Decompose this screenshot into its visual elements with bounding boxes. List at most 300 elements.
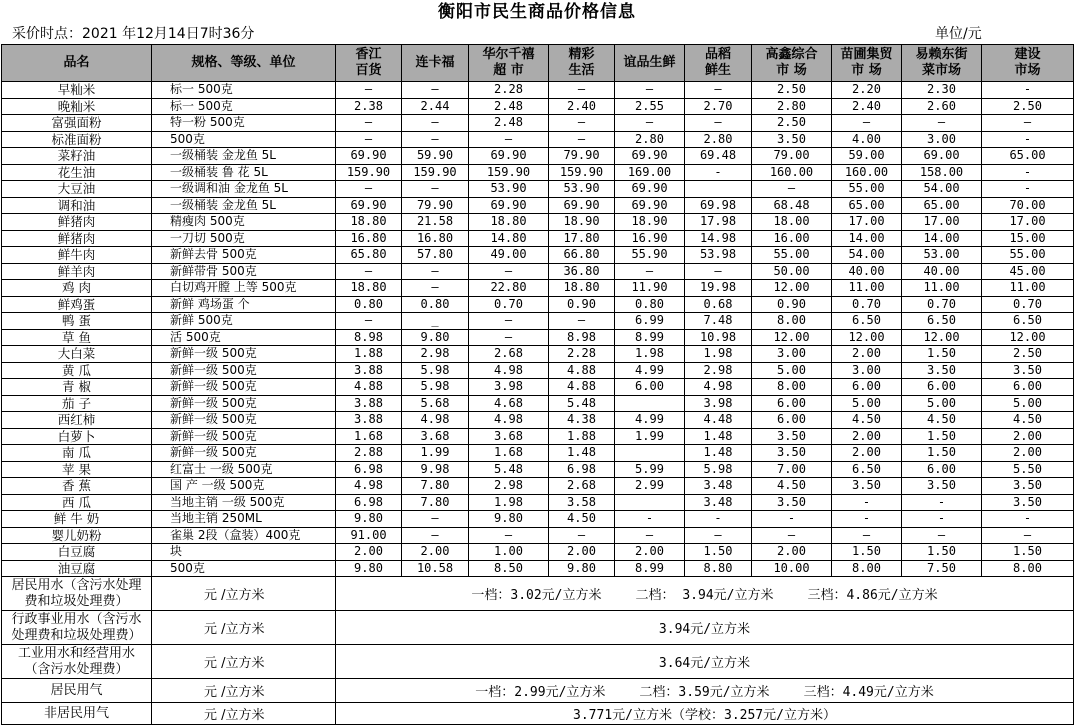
utility-price-tier: 3.771元/立方米（学校：3.257元/立方米） [573, 708, 836, 723]
column-header [685, 45, 752, 82]
product-name: 香 蕉 [2, 478, 152, 495]
price-cell: 0.90 [752, 296, 832, 313]
sheet-title: 衡阳市民生商品价格信息 [438, 2, 636, 22]
table-row [2, 280, 1074, 297]
price-cell: 1.50 [902, 346, 982, 363]
price-cell: 1.50 [982, 544, 1074, 561]
price-cell: 0.68 [685, 296, 752, 313]
price-cell: 2.80 [615, 131, 685, 148]
price-cell: 7.80 [402, 494, 469, 511]
utility-name [2, 611, 152, 645]
table-row [2, 445, 1074, 462]
price-cell: — [469, 131, 549, 148]
column-header [549, 45, 615, 82]
utility-price-tier: 3.94元/立方米 [658, 622, 751, 637]
price-cell: — [336, 313, 402, 330]
price-cell: 79.00 [752, 148, 832, 165]
price-cell [615, 494, 685, 511]
price-cell: — [549, 527, 615, 544]
price-cell: 6.50 [982, 313, 1074, 330]
price-cell: 16.90 [615, 230, 685, 247]
price-cell: 3.48 [685, 494, 752, 511]
product-name: 婴儿奶粉 [2, 527, 152, 544]
price-cell: 8.50 [469, 560, 549, 577]
price-cell: 6.00 [752, 395, 832, 412]
product-name: 标准面粉 [2, 131, 152, 148]
price-cell: 2.00 [549, 544, 615, 561]
product-spec: 新鲜一级 500克 [152, 395, 336, 412]
price-cell: 1.99 [615, 428, 685, 445]
price-cell: 8.98 [336, 329, 402, 346]
product-name: 鸭 蛋 [2, 313, 152, 330]
price-cell: 3.50 [982, 362, 1074, 379]
price-cell: 2.88 [336, 445, 402, 462]
price-cell: 2.00 [615, 544, 685, 561]
price-cell: 1.68 [336, 428, 402, 445]
price-cell: 4.48 [685, 412, 752, 429]
product-name: 鸡 肉 [2, 280, 152, 297]
price-cell: - [685, 164, 752, 181]
price-cell: 2.68 [469, 346, 549, 363]
price-cell: 3.98 [469, 379, 549, 396]
price-cell: — [336, 181, 402, 198]
column-header-label: 规格、等级、单位 [191, 55, 296, 70]
table-row [2, 98, 1074, 115]
utility-name-line: 处理费和垃圾处理费） [11, 627, 142, 643]
price-cell: 158.00 [902, 164, 982, 181]
table-row [2, 148, 1074, 165]
price-cell: 18.80 [469, 214, 549, 231]
table-row [2, 296, 1074, 313]
price-cell: 4.50 [549, 511, 615, 528]
price-cell: 3.88 [336, 395, 402, 412]
price-cell: 6.50 [832, 313, 902, 330]
price-cell: 5.00 [752, 362, 832, 379]
price-cell: 4.88 [336, 379, 402, 396]
price-cell: 3.48 [685, 478, 752, 495]
price-cell: 6.00 [902, 461, 982, 478]
price-cell: 2.99 [615, 478, 685, 495]
price-cell: 2.40 [832, 98, 902, 115]
column-header-label: 生活 [568, 63, 595, 78]
price-cell: 69.90 [336, 197, 402, 214]
price-cell: 7.00 [752, 461, 832, 478]
price-cell: — [402, 527, 469, 544]
product-name: 花生油 [2, 164, 152, 181]
price-cell: — [469, 263, 549, 280]
price-cell: — [402, 511, 469, 528]
price-cell: - [615, 511, 685, 528]
utility-name-line: 费和垃圾处理费） [24, 593, 129, 609]
price-cell: 159.90 [549, 164, 615, 181]
price-cell: 68.48 [752, 197, 832, 214]
product-spec: 精瘦肉 500克 [152, 214, 336, 231]
product-name: 黄 瓜 [2, 362, 152, 379]
utility-name [2, 703, 152, 725]
price-cell: 6.00 [615, 379, 685, 396]
price-cell: — [402, 263, 469, 280]
price-cell: 57.80 [402, 247, 469, 264]
column-header [469, 45, 549, 82]
price-cell: 69.90 [469, 148, 549, 165]
product-name: 白豆腐 [2, 544, 152, 561]
price-cell: — [615, 527, 685, 544]
price-cell: 10.00 [752, 560, 832, 577]
table-row [2, 214, 1074, 231]
price-cell: 65.00 [832, 197, 902, 214]
price-cell: 69.00 [902, 148, 982, 165]
column-header-label: 易赖东街 [915, 47, 968, 62]
price-cell: 54.00 [832, 247, 902, 264]
price-cell: 1.48 [549, 445, 615, 462]
price-cell: 18.80 [336, 214, 402, 231]
price-cell: 2.00 [336, 544, 402, 561]
price-cell: 65.80 [336, 247, 402, 264]
utility-unit: 元 /立方米 [152, 679, 336, 703]
column-header-label: 香江 [355, 47, 382, 62]
table-row [2, 395, 1074, 412]
column-header-label: 品名 [63, 55, 90, 70]
utility-row [2, 679, 1074, 703]
column-header [902, 45, 982, 82]
price-cell: 1.99 [402, 445, 469, 462]
table-row [2, 197, 1074, 214]
price-cell: 18.80 [336, 280, 402, 297]
price-cell: 6.98 [336, 494, 402, 511]
product-spec: 白切鸡开膛 上等 500克 [152, 280, 336, 297]
price-cell: 2.50 [752, 82, 832, 99]
product-spec: 新鲜一级 500克 [152, 428, 336, 445]
price-cell: 53.98 [685, 247, 752, 264]
price-cell: 1.68 [469, 445, 549, 462]
price-cell: 11.00 [982, 280, 1074, 297]
price-cell: 1.50 [902, 428, 982, 445]
utility-price-tier: 二档： 3.94元/立方米 [635, 588, 774, 603]
utility-name [2, 679, 152, 703]
price-cell: 8.80 [685, 560, 752, 577]
price-cell: 5.98 [685, 461, 752, 478]
price-cell: 3.58 [549, 494, 615, 511]
price-cell: 3.00 [832, 362, 902, 379]
price-cell: 10.98 [685, 329, 752, 346]
price-cell: 9.80 [469, 511, 549, 528]
price-cell: 5.98 [402, 379, 469, 396]
price-cell: 18.80 [549, 280, 615, 297]
price-cell: — [336, 131, 402, 148]
goods-rows [2, 82, 1074, 577]
column-header-label: 华尔千禧 [482, 47, 535, 62]
table-row [2, 428, 1074, 445]
price-cell: 79.90 [549, 148, 615, 165]
price-cell: 2.00 [752, 544, 832, 561]
meta-row [0, 24, 1074, 44]
price-cell: — [832, 527, 902, 544]
price-cell: 40.00 [902, 263, 982, 280]
price-cell: - [902, 494, 982, 511]
product-spec: 活 500克 [152, 329, 336, 346]
column-header [152, 45, 336, 82]
price-cell: 69.48 [685, 148, 752, 165]
column-header [336, 45, 402, 82]
price-cell: 9.80 [549, 560, 615, 577]
table-row [2, 313, 1074, 330]
price-cell: 9.80 [336, 511, 402, 528]
table-row [2, 511, 1074, 528]
price-cell: 8.00 [982, 560, 1074, 577]
price-cell: 159.90 [402, 164, 469, 181]
price-cell: 3.00 [902, 131, 982, 148]
price-cell: 18.00 [752, 214, 832, 231]
price-cell: 5.00 [982, 395, 1074, 412]
product-name: 茄 子 [2, 395, 152, 412]
header-row [2, 45, 1074, 82]
price-cell: 17.00 [902, 214, 982, 231]
price-cell: 12.00 [752, 280, 832, 297]
price-cell: 16.80 [336, 230, 402, 247]
price-cell: 160.00 [832, 164, 902, 181]
utility-price [336, 577, 1074, 611]
product-spec: 一刀切 500克 [152, 230, 336, 247]
price-cell: 4.50 [832, 412, 902, 429]
utility-name-line: 行政事业用水（含污水 [11, 611, 142, 627]
product-name: 鲜牛肉 [2, 247, 152, 264]
price-cell: 1.50 [685, 544, 752, 561]
price-cell: 55.00 [752, 247, 832, 264]
price-cell: 8.00 [832, 560, 902, 577]
price-cell: 9.80 [402, 329, 469, 346]
product-spec: 新鲜去骨 500克 [152, 247, 336, 264]
table-row [2, 560, 1074, 577]
price-cell: 2.70 [685, 98, 752, 115]
price-cell: 1.50 [832, 544, 902, 561]
price-cell: — [469, 527, 549, 544]
column-header-label: 建设 [1014, 47, 1041, 62]
price-cell: 8.99 [615, 560, 685, 577]
price-cell: 3.68 [469, 428, 549, 445]
price-cell: 4.98 [402, 412, 469, 429]
price-cell: 5.00 [902, 395, 982, 412]
column-header [832, 45, 902, 82]
price-cell: 4.98 [469, 362, 549, 379]
utility-name-line: （含污水处理费） [24, 661, 129, 677]
utility-rows [2, 577, 1074, 725]
column-header-label: 高鑫综合 [765, 47, 818, 62]
product-name: 富强面粉 [2, 115, 152, 132]
price-cell: 160.00 [752, 164, 832, 181]
price-cell: - [832, 511, 902, 528]
price-cell: 2.60 [902, 98, 982, 115]
price-cell: 17.98 [685, 214, 752, 231]
product-name: 大白菜 [2, 346, 152, 363]
price-cell: 40.00 [832, 263, 902, 280]
price-cell: 1.98 [469, 494, 549, 511]
price-cell: 69.90 [549, 197, 615, 214]
price-cell: 159.90 [336, 164, 402, 181]
table-row [2, 82, 1074, 99]
price-cell: 2.98 [402, 346, 469, 363]
product-spec: 一级调和油 金龙鱼 5L [152, 181, 336, 198]
utility-name [2, 577, 152, 611]
price-cell: 6.98 [336, 461, 402, 478]
product-spec: 一级桶装 金龙鱼 5L [152, 197, 336, 214]
utility-price-tier: 二档：3.59元/立方米 [639, 685, 770, 700]
price-cell: 70.00 [982, 197, 1074, 214]
price-cell [615, 395, 685, 412]
price-cell: 50.00 [752, 263, 832, 280]
column-header-label: 市场 [1014, 63, 1041, 78]
product-spec: 标一 500克 [152, 98, 336, 115]
price-cell: 16.00 [752, 230, 832, 247]
price-cell: 5.48 [549, 395, 615, 412]
price-cell: 53.00 [902, 247, 982, 264]
price-cell: 2.00 [982, 445, 1074, 462]
price-cell: — [685, 82, 752, 99]
product-name: 苹 果 [2, 461, 152, 478]
table-row [2, 263, 1074, 280]
price-cell: 1.98 [615, 346, 685, 363]
table-row [2, 362, 1074, 379]
price-cell: 54.00 [902, 181, 982, 198]
price-cell: 5.68 [402, 395, 469, 412]
utility-name [2, 645, 152, 679]
utility-row [2, 703, 1074, 725]
price-cell: 3.50 [752, 494, 832, 511]
price-cell: 4.99 [615, 412, 685, 429]
price-cell: 69.98 [685, 197, 752, 214]
product-name: 鲜猪肉 [2, 214, 152, 231]
product-spec: 当地主销 一级 500克 [152, 494, 336, 511]
price-cell: 2.28 [469, 82, 549, 99]
price-cell: 8.00 [752, 313, 832, 330]
price-cell: - [685, 511, 752, 528]
price-cell: 65.00 [902, 197, 982, 214]
price-cell: — [402, 280, 469, 297]
table-row [2, 230, 1074, 247]
price-cell: 7.48 [685, 313, 752, 330]
column-header-label: 菜市场 [921, 63, 961, 78]
table-row [2, 494, 1074, 511]
price-cell: 59.00 [832, 148, 902, 165]
price-cell: 4.88 [549, 362, 615, 379]
price-cell: 7.80 [402, 478, 469, 495]
price-cell: 1.48 [685, 428, 752, 445]
price-cell: — [615, 115, 685, 132]
product-name: 西红柿 [2, 412, 152, 429]
price-cell: 53.90 [549, 181, 615, 198]
price-cell: _ [402, 313, 469, 330]
column-header-label: 鲜生 [704, 63, 731, 78]
price-cell: - [982, 164, 1074, 181]
utility-row [2, 611, 1074, 645]
table-row [2, 478, 1074, 495]
price-cell: 9.98 [402, 461, 469, 478]
product-spec: 新鲜带骨 500克 [152, 263, 336, 280]
column-header-label: 市 场 [776, 63, 807, 78]
utility-unit: 元 /立方米 [152, 703, 336, 725]
price-cell: — [902, 115, 982, 132]
price-cell: 6.50 [832, 461, 902, 478]
price-cell: 2.55 [615, 98, 685, 115]
price-cell: 2.98 [685, 362, 752, 379]
price-cell: 2.80 [685, 131, 752, 148]
table-row [2, 346, 1074, 363]
price-cell: 169.00 [615, 164, 685, 181]
price-cell [615, 445, 685, 462]
price-cell: 4.38 [549, 412, 615, 429]
price-cell: 0.70 [469, 296, 549, 313]
table-row [2, 247, 1074, 264]
utility-name-line: 非居民用气 [43, 705, 109, 721]
price-cell: 65.00 [982, 148, 1074, 165]
price-cell: 21.58 [402, 214, 469, 231]
price-cell: 17.00 [982, 214, 1074, 231]
price-cell: — [336, 82, 402, 99]
price-cell: 91.00 [336, 527, 402, 544]
utility-price-tier: 一档：3.02元/立方米 [471, 588, 602, 603]
price-cell: 2.00 [832, 428, 902, 445]
table-row [2, 131, 1074, 148]
product-spec: 500克 [152, 560, 336, 577]
price-cell: 4.00 [832, 131, 902, 148]
price-cell: 2.00 [832, 346, 902, 363]
price-cell: — [615, 82, 685, 99]
price-cell: 4.50 [752, 478, 832, 495]
price-cell: 6.00 [752, 412, 832, 429]
price-cell: 11.00 [832, 280, 902, 297]
price-cell: 1.48 [685, 445, 752, 462]
price-cell: 17.00 [832, 214, 902, 231]
price-cell: — [685, 527, 752, 544]
price-cell: - [982, 511, 1074, 528]
product-name: 晚籼米 [2, 98, 152, 115]
column-header-label: 超 市 [493, 63, 524, 78]
price-cell: 14.00 [832, 230, 902, 247]
column-header-label: 市 场 [851, 63, 882, 78]
product-spec: 红富士 一级 500克 [152, 461, 336, 478]
column-header [402, 45, 469, 82]
price-cell: 69.90 [469, 197, 549, 214]
price-cell: 0.70 [902, 296, 982, 313]
price-cell: 2.00 [982, 428, 1074, 445]
price-cell: 4.50 [982, 412, 1074, 429]
product-spec: 新鲜 鸡场蛋 个 [152, 296, 336, 313]
column-header-label: 百货 [355, 63, 382, 78]
table-row [2, 379, 1074, 396]
price-cell: 7.50 [902, 560, 982, 577]
price-cell: — [902, 527, 982, 544]
product-spec: 新鲜一级 500克 [152, 445, 336, 462]
price-cell: 3.68 [402, 428, 469, 445]
price-cell: 55.00 [832, 181, 902, 198]
price-cell: 3.50 [982, 494, 1074, 511]
table-row [2, 544, 1074, 561]
price-cell: 2.28 [549, 346, 615, 363]
utility-unit: 元 /立方米 [152, 611, 336, 645]
table-row [2, 329, 1074, 346]
price-cell: 45.00 [982, 263, 1074, 280]
product-name: 早籼米 [2, 82, 152, 99]
price-cell: 55.90 [615, 247, 685, 264]
product-name: 西 瓜 [2, 494, 152, 511]
price-cell: — [402, 181, 469, 198]
price-cell: — [402, 82, 469, 99]
product-spec: 国 产 一级 500克 [152, 478, 336, 495]
price-cell: — [402, 115, 469, 132]
product-spec: 雀巢 2段（盒装）400克 [152, 527, 336, 544]
price-cell: 2.50 [752, 115, 832, 132]
product-spec: 标一 500克 [152, 82, 336, 99]
price-cell: 15.00 [982, 230, 1074, 247]
